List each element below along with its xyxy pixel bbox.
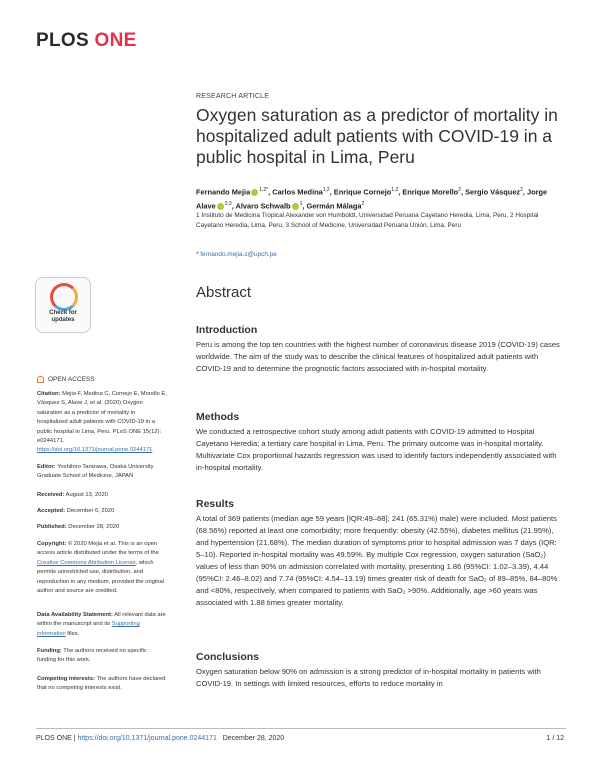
open-access-label xyxy=(37,376,95,383)
data-availability-text: All relevant data are within the manuscript and its xyxy=(37,612,166,628)
funding-block xyxy=(37,647,167,666)
competing-interests-text: The authors have declared that no competing interests exist. xyxy=(37,676,166,692)
footer-doi-link[interactable]: https://doi.org/10.1371/journal.pone.0244171 xyxy=(77,735,217,742)
funding-label: Funding: xyxy=(37,648,62,654)
author-sup: 2 xyxy=(458,187,461,193)
citation-block xyxy=(37,390,167,456)
author-sup: 2,3 xyxy=(224,201,232,208)
introduction-heading: Introduction xyxy=(196,324,258,336)
data-availability-text-rest: files. xyxy=(65,630,80,637)
competing-interests-block xyxy=(37,675,167,694)
received-block xyxy=(37,491,167,500)
editor-block xyxy=(37,463,167,482)
email-marker: * xyxy=(196,251,199,258)
copyright-label: Copyright: xyxy=(37,541,67,547)
author-name[interactable]: , Enrique Cornejo xyxy=(329,187,392,197)
editor-label: Editor: xyxy=(37,464,56,470)
license-link[interactable]: Creative Commons Attribution License xyxy=(37,559,136,566)
conclusions-heading: Conclusions xyxy=(196,651,260,663)
author-name[interactable]: , Jorge Alave xyxy=(196,187,548,211)
author-sup: 1,2 xyxy=(322,187,330,193)
article-title: Oxygen saturation as a predictor of mortality in hospitalized adult patients with COVID-19 in a public hospital in Lima, Peru xyxy=(196,105,558,167)
data-availability-block xyxy=(37,611,167,639)
author-list xyxy=(196,184,566,213)
plos-one-logo xyxy=(36,30,137,52)
copyright-block xyxy=(37,540,167,596)
results-heading: Results xyxy=(196,498,234,510)
accepted-date: December 6, 2020 xyxy=(65,508,115,514)
data-availability-label: Data Availability Statement: xyxy=(37,612,113,618)
copyright-text-rest: , which permits unrestricted use, distribution, and reproduction in any medium, provided the original author and source are credited. xyxy=(37,559,164,595)
citation-label: Citation: xyxy=(37,391,61,397)
logo-one-text: ONE xyxy=(94,30,137,51)
author-name[interactable]: , Sergio Vásquez xyxy=(460,187,521,197)
methods-heading: Methods xyxy=(196,411,240,423)
supporting-information-link[interactable]: Supporting information xyxy=(37,621,140,637)
footer-divider xyxy=(36,728,566,729)
citation-doi-link[interactable]: https://doi.org/10.1371/journal.pone.0244171 xyxy=(37,447,153,454)
conclusions-text: Oxygen saturation below 90% on admission is a strong predictor of in-hospital mortality in patients with COVID-19. In settings with limited resources, efforts to reduce mortality in xyxy=(196,667,541,688)
author-name[interactable]: , Alvaro Schwalb xyxy=(231,201,291,211)
methods-text: We conducted a retrospective cohort study among adult patients with COVID-19 admitted to Hospital Cayetano Heredia; a tertiary care hospital in Lima, Peru. The primary outcome was in-hospital mortality. Multivariate Cox proportional hazards regression was used to identify factors independently associated with in-hospital mortality. xyxy=(196,427,557,472)
competing-interests-label: Competing interests: xyxy=(37,676,95,682)
affiliations: 1 Instituto de Medicina Tropical Alexander von Humboldt, Universidad Peruana Cayetano Heredia, Lima, Peru, 2 Hospital Cayetano Heredia, Lima, Peru, 3 School of Medicine, Universidad Peruana Unión, Lima, Peru xyxy=(196,212,539,229)
footer-separator: | xyxy=(71,735,78,742)
accepted-block xyxy=(37,507,167,516)
copyright-text: © 2020 Mejia et al. This is an open access article distributed under the terms of the xyxy=(37,541,159,557)
editor-text: Yoshihiro Tanizawa, Osaka University Graduate School of Medicine, JAPAN xyxy=(37,464,154,480)
page-footer xyxy=(36,735,284,742)
published-block xyxy=(37,523,167,532)
author-name[interactable]: , Carlos Medina xyxy=(268,187,323,197)
published-date: December 28, 2020 xyxy=(66,524,120,530)
received-label: Received: xyxy=(37,492,65,498)
author-sup: 2 xyxy=(520,187,523,193)
author-sup: 1,2* xyxy=(259,187,269,193)
accepted-label: Accepted: xyxy=(37,508,66,514)
orcid-icon[interactable] xyxy=(251,189,258,196)
citation-text: Mejia F, Medina C, Cornejo E, Morello E, Vásquez S, Alave J, et al. (2020) Oxygen saturation as a predictor of mortality in hospitalized adult patients with COVID-19 in a public hospital in Lima, Peru. PLoS ONE 15(12): e0244171. xyxy=(37,391,167,445)
article-type: RESEARCH ARTICLE xyxy=(196,93,270,100)
check-updates-line2: updates xyxy=(51,317,75,323)
page-number: 1 / 12 xyxy=(546,735,564,742)
email-link[interactable]: fernando.mejia.c@upch.pe xyxy=(200,251,277,258)
author-sup: 1 xyxy=(299,201,303,208)
corresponding-email xyxy=(196,251,277,258)
author-name[interactable]: , Enrique Morello xyxy=(398,187,459,197)
results-text: A total of 369 patients (median age 59 years [IQR:49–68]; 241 (65.31%) male) were included. Most patients (68.56%) reported at least one comorbidity; more frequently: obesity (42.55%), diabetes mellitus (21.95%), and hypertension (21.68%). The median duration of symptoms prior to hospital admission was 7 days (IQR: 5–10). Reported in-hospital mortality was 49.59%. By multiple Cox regression, oxygen saturation (SaO₂) values of less than 90% on admission correlated with mortality, presenting 1.86 (95%CI: 1.02–3.39), 4.44 (95%CI: 2.46–8.02) and 7.74 (95%CI: 4.54–13.19) times greater risk of death for SaO₂ of 89–85%, 84–80% and <80%, respectively, when compared to patients with SaO₂ >90%. Additionally, age >60 years was associated with 1.88 times greater mortality. xyxy=(196,514,558,607)
orcid-icon[interactable] xyxy=(217,203,224,210)
crossmark-icon xyxy=(50,283,78,311)
footer-date: December 28, 2020 xyxy=(222,735,285,742)
open-lock-icon xyxy=(37,376,44,383)
funding-text: The authors received no specific funding for this work. xyxy=(37,648,147,664)
introduction-text: Peru is among the top ten countries with the highest number of coronavirus disease 2019 (COVID-19) cases worldwide. The aim of the study was to describe the clinical features of hospitalized adult patients with COVID-19 and to determine the prognostic factors associated with in-hospital mortality. xyxy=(196,340,560,373)
open-access-text: OPEN ACCESS xyxy=(48,376,95,384)
author-sup: 1,2 xyxy=(391,187,399,193)
author-name[interactable]: , Germán Málaga xyxy=(302,201,362,211)
orcid-icon[interactable] xyxy=(292,203,299,210)
check-updates-line1: Check for xyxy=(49,310,77,316)
logo-plos-text: PLOS xyxy=(36,30,89,51)
check-updates-label xyxy=(36,310,90,324)
published-label: Published: xyxy=(37,524,67,530)
author-name[interactable]: Fernando Mejia xyxy=(196,187,251,197)
footer-journal: PLOS ONE xyxy=(36,735,72,742)
author-sup: 2 xyxy=(361,201,365,208)
check-for-updates-badge[interactable] xyxy=(35,277,91,333)
received-date: August 13, 2020 xyxy=(64,492,108,498)
abstract-heading: Abstract xyxy=(196,284,252,301)
